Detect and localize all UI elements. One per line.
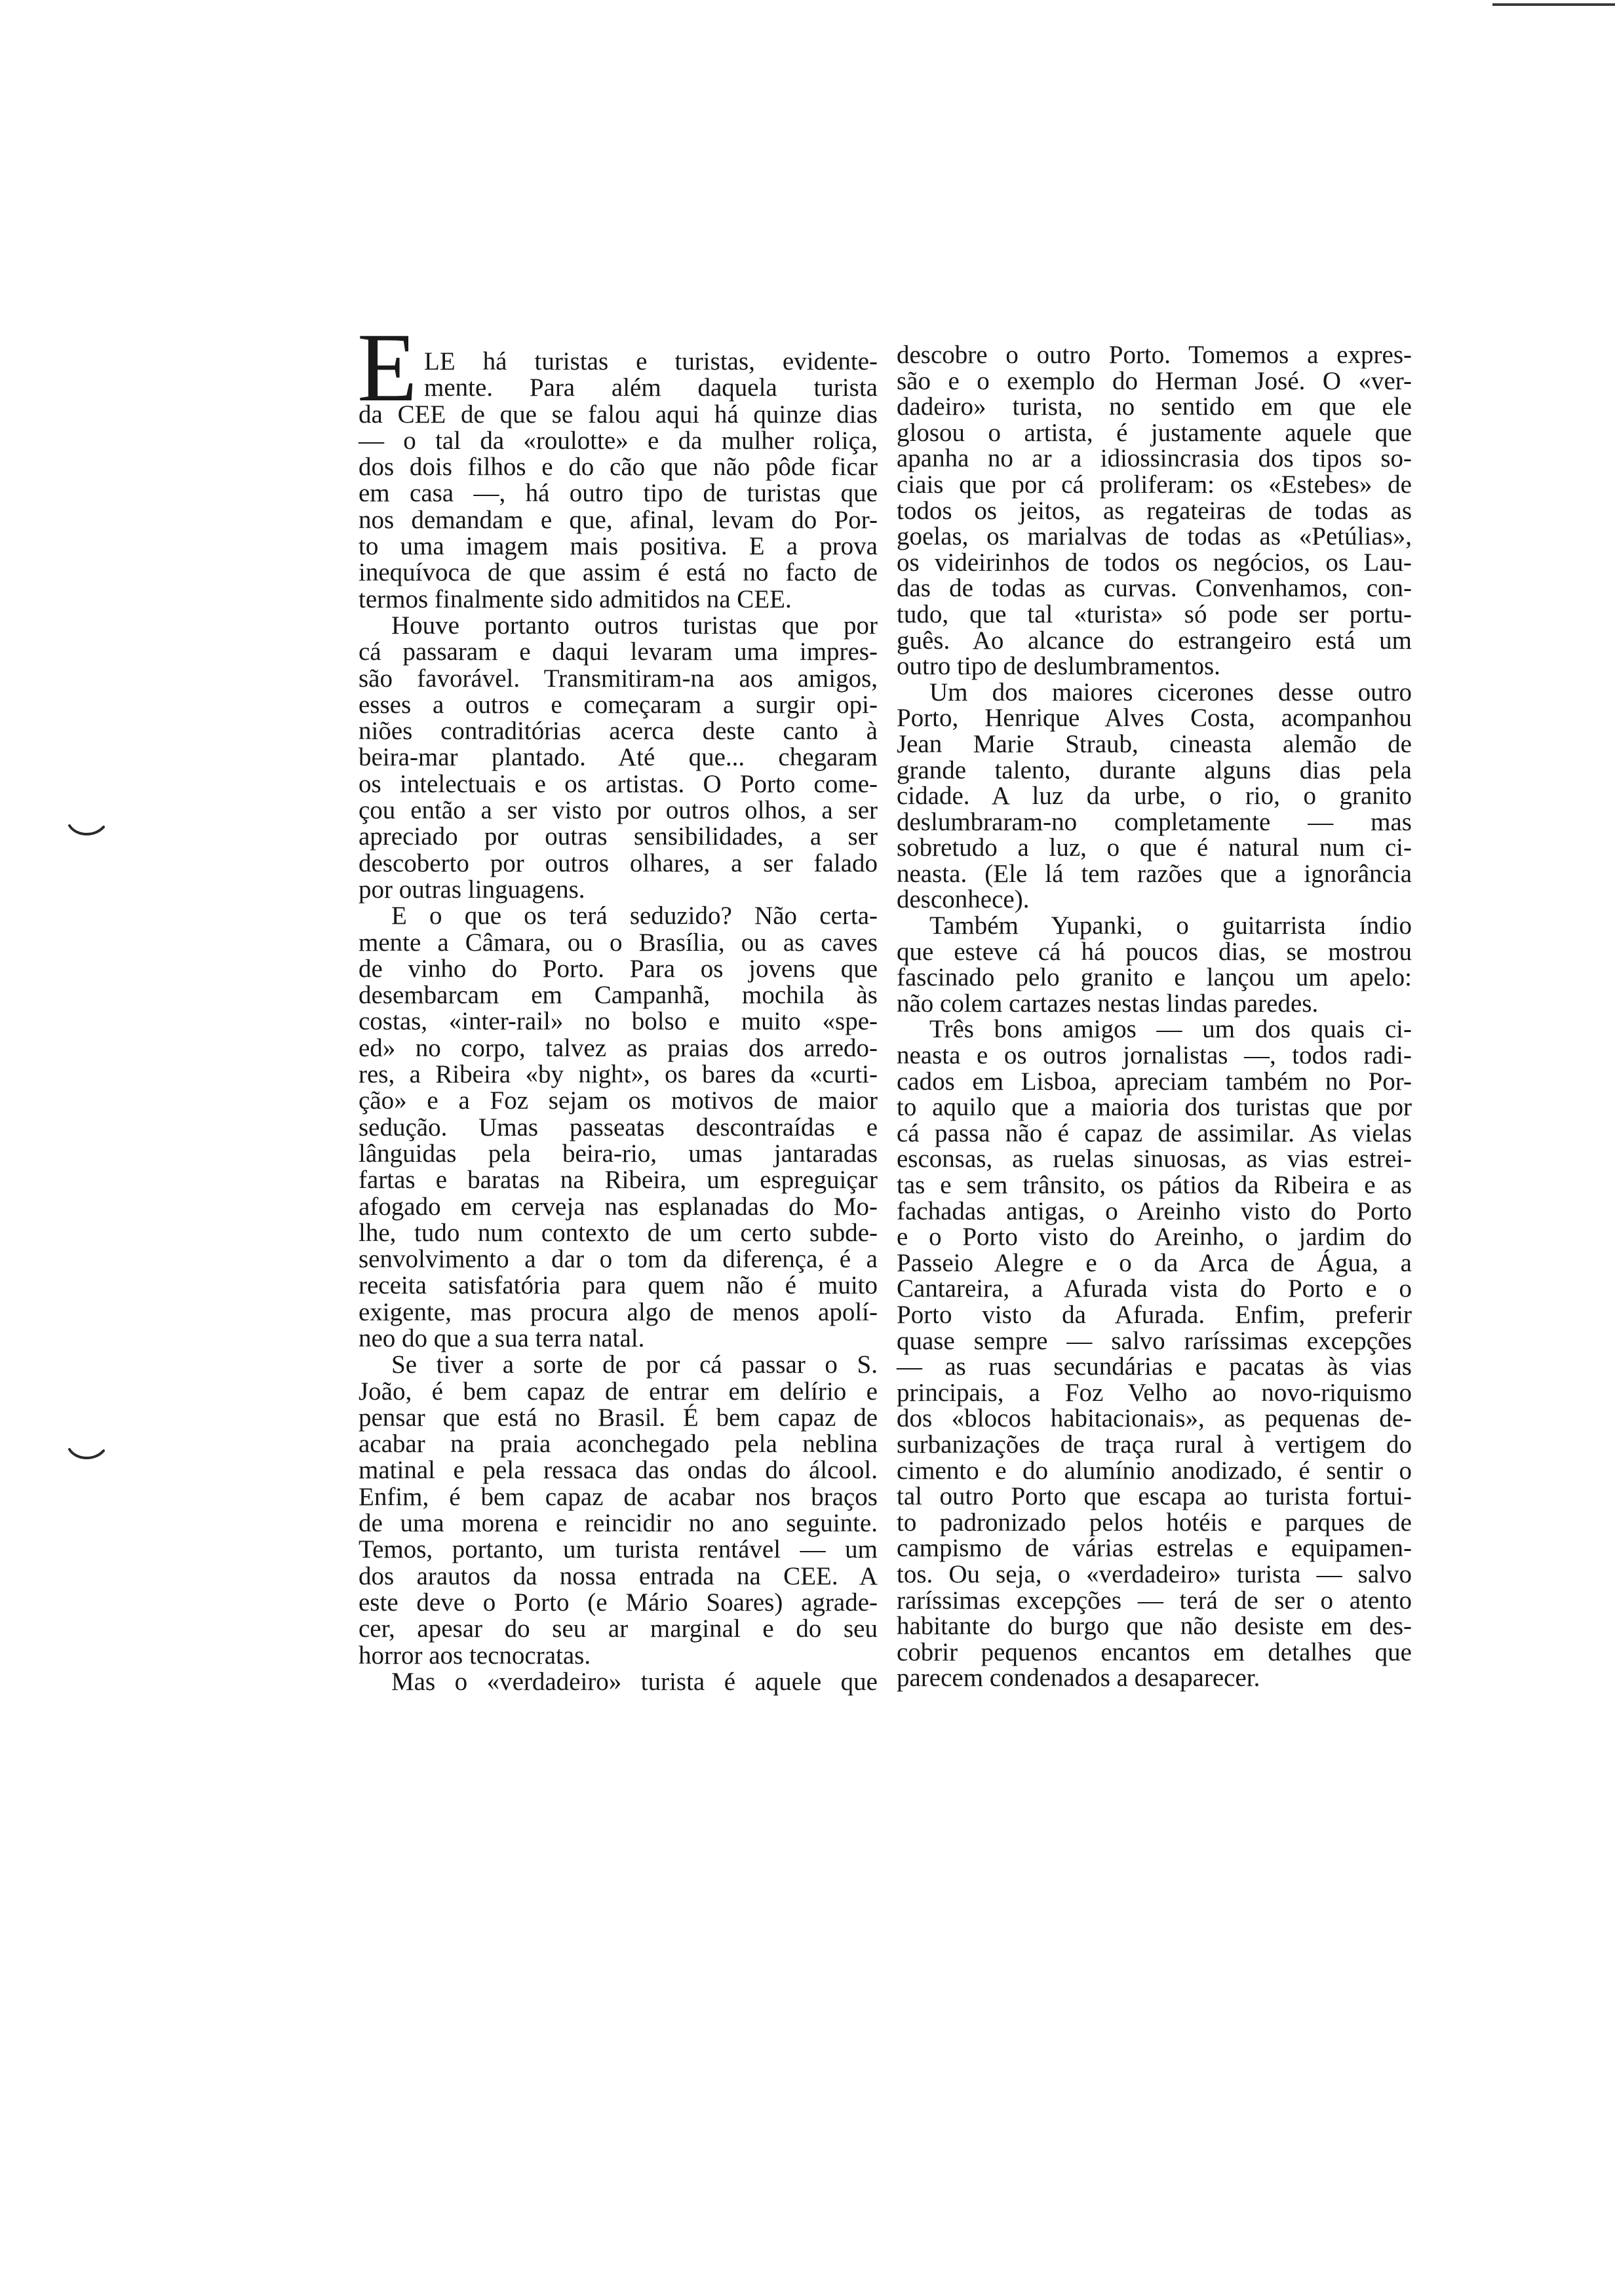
text-line: são favorável. Transmitiram-na aos amigos, (359, 664, 878, 693)
text-line: cados em Lisboa, apreciam também no Por- (897, 1067, 1412, 1096)
paragraph (897, 1016, 1412, 1691)
text-line: çou então a ser visto por outros olhos, a ser (359, 796, 878, 825)
text-line: — o tal da «roulotte» e da mulher roliça, (359, 426, 878, 455)
text-line: Porto, Henrique Alves Costa, acompanhou (897, 704, 1412, 733)
text-line: de vinho do Porto. Para os jovens que (359, 954, 878, 983)
text-line: pensar que está no Brasil. É bem capaz de (359, 1403, 878, 1432)
scan-artifact-mark (68, 822, 105, 839)
text-line: principais, a Foz Velho ao novo-riquismo (897, 1378, 1412, 1407)
text-line: Cantareira, a Afurada vista do Porto e o (897, 1274, 1412, 1303)
text-line: res, a Ribeira «by night», os bares da «curti- (359, 1060, 878, 1089)
scan-artifact-line (1492, 3, 1615, 6)
paragraph (897, 342, 1412, 679)
text-line: em casa —, há outro tipo de turistas que (359, 479, 878, 508)
text-line: neo do que a sua terra natal. (359, 1324, 645, 1352)
paragraph (359, 1669, 878, 1695)
text-line: cer, apesar do seu ar marginal e do seu (359, 1615, 878, 1643)
text-line: por outras linguagens. (359, 875, 585, 904)
text-line: Houve portanto outros turistas que por (391, 611, 878, 640)
text-line: Porto visto da Afurada. Enfim, preferir (897, 1300, 1412, 1329)
text-line: desconhece). (897, 885, 1030, 914)
text-line: lânguidas pela beira-rio, umas jantaradas (359, 1139, 878, 1168)
text-line: não colem cartazes nestas lindas paredes. (897, 989, 1319, 1018)
text-line: apanha no ar a idiossincrasia dos tipos so- (897, 444, 1412, 473)
text-line: cá passa não é capaz de assimilar. As vielas (897, 1119, 1412, 1147)
text-line: Um dos maiores cicerones desse outro (929, 678, 1412, 706)
text-line: sobretudo a luz, o que é natural num ci- (897, 833, 1412, 862)
text-line: senvolvimento a dar o tom da diferença, é a (359, 1245, 878, 1274)
text-line: este deve o Porto (e Mário Soares) agrade- (359, 1588, 878, 1617)
scan-artifact-mark (68, 1445, 105, 1463)
text-line: tas e sem trânsito, os pátios da Ribeira e as (897, 1171, 1412, 1199)
article-column-right (897, 342, 1412, 1691)
text-line: to uma imagem mais positiva. E a prova (359, 532, 878, 561)
text-line: deslumbraram-no completamente — mas (897, 807, 1412, 836)
drop-cap: E (357, 313, 418, 422)
text-line: to aquilo que a maioria dos turistas que por (897, 1093, 1412, 1122)
text-line: lhe, tudo num contexto de um certo subde- (359, 1218, 878, 1247)
text-line: habitante do burgo que não desiste em des- (897, 1612, 1412, 1641)
text-line: Temos, portanto, um turista rentável — um (359, 1535, 878, 1564)
text-line: fascinado pelo granito e lançou um apelo: (897, 963, 1412, 992)
text-line: das de todas as curvas. Convenhamos, con- (897, 574, 1412, 603)
text-line: inequívoca de que assim é está no facto de (359, 558, 878, 587)
paragraph (359, 903, 878, 1352)
text-line: LE há turistas e turistas, evidente- (424, 347, 878, 375)
text-line: mente. Para além daquela turista (424, 373, 878, 402)
text-line: mente a Câmara, ou o Brasília, ou as caves (359, 928, 878, 957)
text-line: cobrir pequenos encantos em detalhes que (897, 1637, 1412, 1666)
text-line: acabar na praia aconchegado pela neblina (359, 1430, 878, 1459)
text-line: tudo, que tal «turista» só pode ser portu- (897, 600, 1412, 628)
text-line: — as ruas secundárias e pacatas às vias (897, 1352, 1412, 1381)
text-line: e o Porto visto do Areinho, o jardim do (897, 1223, 1412, 1252)
text-line: dadeiro» turista, no sentido em que ele (897, 392, 1412, 421)
text-line: cimento e do alumínio anodizado, é sentir o (897, 1456, 1412, 1485)
text-line: todos os jeitos, as regateiras de todas as (897, 496, 1412, 525)
paragraph (897, 679, 1412, 913)
paragraph (359, 613, 878, 903)
text-line: de uma morena e reincidir no ano seguinte. (359, 1509, 878, 1538)
text-line: Jean Marie Straub, cineasta alemão de (897, 729, 1412, 758)
text-line: goelas, os marialvas de todas as «Petúlias», (897, 522, 1412, 551)
text-line: surbanizações de traça rural à vertigem do (897, 1430, 1412, 1459)
text-line: campismo de várias estrelas e equipamen- (897, 1534, 1412, 1563)
text-line: cá passaram e daqui levaram uma impres- (359, 638, 878, 666)
text-line: fachadas antigas, o Areinho visto do Porto (897, 1196, 1412, 1225)
text-line: E o que os terá seduzido? Não certa- (391, 902, 878, 930)
text-line: ed» no corpo, talvez as praias dos arredo- (359, 1033, 878, 1062)
article-column-left (359, 349, 878, 1695)
text-line: os videirinhos de todos os negócios, os Lau- (897, 548, 1412, 577)
text-line: descobre o outro Porto. Tomemos a expres- (897, 341, 1412, 369)
text-line: são e o exemplo do Herman José. O «ver- (897, 366, 1412, 395)
text-line: beira-mar plantado. Até que... chegaram (359, 743, 878, 772)
text-line: Mas o «verdadeiro» turista é aquele que (391, 1667, 878, 1696)
text-line: grande talento, durante alguns dias pela (897, 756, 1412, 784)
text-line: Três bons amigos — um dos quais ci- (929, 1015, 1412, 1044)
paragraph (897, 913, 1412, 1016)
text-line: horror aos tecnocratas. (359, 1641, 591, 1670)
text-line: Também Yupanki, o guitarrista índio (929, 911, 1412, 940)
text-line: guês. Ao alcance do estrangeiro está um (897, 626, 1412, 655)
text-line: João, é bem capaz de entrar em delírio e (359, 1377, 878, 1406)
text-line: sedução. Umas passeatas descontraídas e (359, 1113, 878, 1141)
text-line: os intelectuais e os artistas. O Porto come- (359, 769, 878, 798)
text-line: que esteve cá há poucos dias, se mostrou (897, 937, 1412, 966)
text-line: apreciado por outras sensibilidades, a ser (359, 822, 878, 851)
text-line: termos finalmente sido admitidos na CEE. (359, 584, 792, 613)
text-line: cidade. A luz da urbe, o rio, o granito (897, 782, 1412, 811)
text-line: esses a outros e começaram a surgir opi- (359, 690, 878, 719)
text-line: outro tipo de deslumbramentos. (897, 652, 1220, 681)
text-line: receita satisfatória para quem não é muito (359, 1271, 878, 1300)
text-line: parecem condenados a desaparecer. (897, 1664, 1260, 1693)
text-line: dos dois filhos e do cão que não pôde ficar (359, 453, 878, 482)
text-line: desembarcam em Campanhã, mochila às (359, 981, 878, 1010)
text-line: Passeio Alegre e o da Arca de Água, a (897, 1248, 1412, 1277)
text-line: niões contraditórias acerca deste canto à (359, 717, 878, 746)
text-line: ção» e a Foz sejam os motivos de maior (359, 1086, 878, 1115)
text-line: Se tiver a sorte de por cá passar o S. (391, 1350, 878, 1379)
text-line: dos arautos da nossa entrada na CEE. A (359, 1561, 878, 1590)
text-line: fartas e baratas na Ribeira, um espreguiçar (359, 1166, 878, 1195)
text-line: quase sempre — salvo raríssimas excepções (897, 1326, 1412, 1355)
text-line: Enfim, é bem capaz de acabar nos braços (359, 1482, 878, 1511)
text-line: neasta e os outros jornalistas —, todos radi- (897, 1041, 1412, 1070)
text-line: costas, «inter-rail» no bolso e muito «spe- (359, 1007, 878, 1036)
text-line: nos demandam e que, afinal, levam do Por- (359, 505, 878, 534)
text-line: tal outro Porto que escapa ao turista fortui- (897, 1482, 1412, 1511)
text-line: tos. Ou seja, o «verdadeiro» turista — salvo (897, 1559, 1412, 1588)
paragraph (359, 349, 878, 613)
text-line: da CEE de que se falou aqui há quinze dias (359, 400, 878, 429)
text-line: exigente, mas procura algo de menos apolí- (359, 1297, 878, 1326)
text-line: dos «blocos habitacionais», as pequenas de- (897, 1404, 1412, 1433)
text-line: glosou o artista, é justamente aquele que (897, 418, 1412, 447)
text-line: raríssimas excepções — terá de ser o atento (897, 1586, 1412, 1615)
text-line: neasta. (Ele lá tem razões que a ignorância (897, 859, 1412, 888)
text-line: ciais que por cá proliferam: os «Estebes» de (897, 470, 1412, 499)
text-line: descoberto por outros olhares, a ser falado (359, 849, 878, 877)
paragraph (359, 1352, 878, 1669)
text-line: to padronizado pelos hotéis e parques de (897, 1508, 1412, 1537)
text-line: afogado em cerveja nas esplanadas do Mo- (359, 1192, 878, 1221)
text-line: esconsas, as ruelas sinuosas, as vias estrei- (897, 1145, 1412, 1174)
text-line: matinal e pela ressaca das ondas do álcool. (359, 1456, 878, 1485)
